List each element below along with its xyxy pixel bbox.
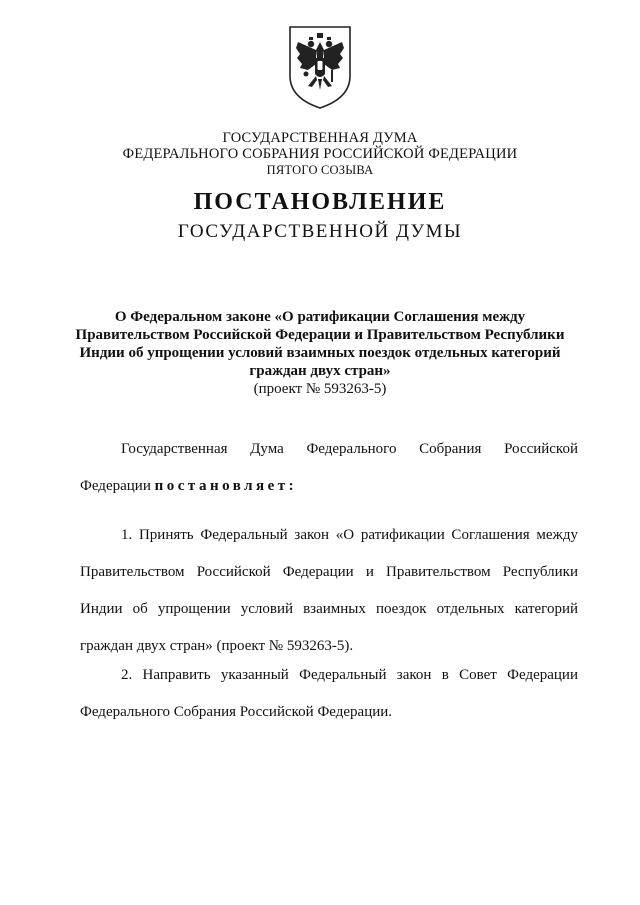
coat-of-arms-eagle-icon	[286, 24, 354, 110]
title-line: Правительством Российской Федерации и Правительством Республики	[75, 327, 565, 343]
org-name-line1: ГОСУДАРСТВЕННАЯ ДУМА	[222, 130, 418, 146]
preamble-line-start: Федерации	[80, 478, 151, 494]
preamble-line	[80, 477, 578, 495]
project-number: (проект № 593263-5)	[253, 381, 387, 397]
resolves-keyword: постановляет:	[154, 478, 298, 494]
title-line: граждан двух стран»	[249, 363, 391, 379]
item-1-line: 1. Принять Федеральный закон «О ратификации Соглашения между	[121, 527, 578, 543]
item-2-paragraph	[80, 666, 578, 721]
document-issuer-heading: ГОСУДАРСТВЕННОЙ ДУМЫ	[177, 221, 463, 242]
org-name-line2: ФЕДЕРАЛЬНОГО СОБРАНИЯ РОССИЙСКОЙ ФЕДЕРАЦИИ	[122, 146, 518, 162]
preamble-paragraph	[80, 440, 578, 495]
title-line: О Федеральном законе «О ратификации Соглашения между	[114, 309, 526, 325]
title-line: Индии об упрощении условий взаимных поездок отдельных категорий	[79, 345, 561, 361]
resolution-title	[60, 308, 580, 380]
item-2-line: 2. Направить указанный Федеральный закон в Совет Федерации	[121, 667, 578, 683]
document-type-heading: ПОСТАНОВЛЕНИЕ	[193, 189, 447, 215]
preamble-line: Государственная Дума Федерального Собрания Российской	[121, 441, 578, 457]
item-1-line: граждан двух стран» (проект № 593263-5).	[80, 638, 354, 654]
item-1-paragraph	[80, 526, 578, 655]
convocation-label: ПЯТОГО СОЗЫВА	[266, 163, 374, 177]
item-1-line: Индии об упрощении условий взаимных поездок отдельных категорий	[80, 601, 578, 617]
item-2-line: Федерального Собрания Российской Федерации.	[80, 704, 393, 720]
item-1-line: Правительством Российской Федерации и Правительством Республики	[80, 564, 578, 580]
